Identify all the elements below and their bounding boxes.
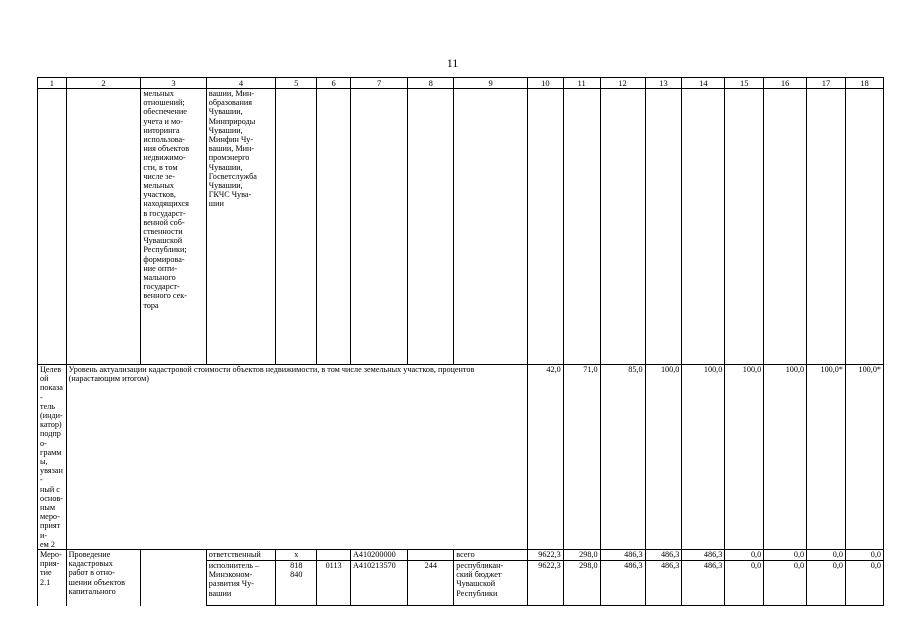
empty-cell xyxy=(454,89,528,365)
amount-cell: 486,3 xyxy=(682,561,725,606)
header-cell: 5 xyxy=(276,78,317,89)
header-cell: 8 xyxy=(408,78,454,89)
empty-cell xyxy=(408,89,454,365)
vr-cell xyxy=(408,550,454,561)
amount-cell: 0,0 xyxy=(807,550,846,561)
empty-cell xyxy=(527,89,563,365)
empty-cell xyxy=(141,550,206,606)
empty-cell xyxy=(682,89,725,365)
header-cell: 15 xyxy=(725,78,764,89)
empty-cell xyxy=(38,89,67,365)
empty-cell xyxy=(807,89,846,365)
amount-cell: 486,3 xyxy=(600,561,645,606)
program-table xyxy=(37,77,884,606)
amount-cell: 298,0 xyxy=(563,561,600,606)
target-value: 42,0 xyxy=(527,365,563,550)
header-cell: 7 xyxy=(350,78,407,89)
amount-cell: 0,0 xyxy=(725,561,764,606)
empty-cell xyxy=(645,89,682,365)
executor-cell: ответственный xyxy=(206,550,276,561)
amount-cell: 9622,3 xyxy=(527,561,563,606)
header-cell: 12 xyxy=(600,78,645,89)
source-cell: республикан- ский бюджет Чувашской Республики xyxy=(454,561,528,606)
source-cell: всего xyxy=(454,550,528,561)
target-value: 100,0 xyxy=(725,365,764,550)
csr-cell: А410213570 xyxy=(350,561,407,606)
grbs-cell: x xyxy=(276,550,317,561)
goals-text: мельных отношений; обеспечение учета и мо- ниторинга использова- ния объектов недвижимо- сти, в том числе зе- мельных участков, находящихся в государст- венной соб- ственности Чувашской Республики; формирова- ние опти- мального государст- венного сек- тора xyxy=(141,89,206,365)
measure-name: Проведение кадастровых работ в отно- шении объектов капитального xyxy=(66,550,141,606)
target-value: 100,0* xyxy=(807,365,846,550)
empty-cell xyxy=(276,89,317,365)
header-cell: 9 xyxy=(454,78,528,89)
grbs-cell: 818 840 xyxy=(276,561,317,606)
header-cell: 10 xyxy=(527,78,563,89)
target-value: 100,0* xyxy=(845,365,883,550)
empty-cell xyxy=(66,89,141,365)
header-cell: 18 xyxy=(845,78,883,89)
amount-cell: 0,0 xyxy=(807,561,846,606)
target-value: 100,0 xyxy=(645,365,682,550)
csr-cell: А410200000 xyxy=(350,550,407,561)
header-cell: 13 xyxy=(645,78,682,89)
header-cell: 1 xyxy=(38,78,67,89)
executors-text: вашии, Мин- образования Чувашии, Минприроды Чувашии, Минфин Чу- вашии, Мин- промэнерго Чувашии, Госветслужба Чувашии, ГКЧС Чува- шии xyxy=(206,89,276,365)
header-cell: 14 xyxy=(682,78,725,89)
target-value: 85,0 xyxy=(600,365,645,550)
amount-cell: 0,0 xyxy=(764,561,807,606)
target-value: 71,0 xyxy=(563,365,600,550)
header-cell: 6 xyxy=(317,78,351,89)
header-row xyxy=(38,78,884,89)
amount-cell: 486,3 xyxy=(682,550,725,561)
vr-cell: 244 xyxy=(408,561,454,606)
header-cell: 4 xyxy=(206,78,276,89)
amount-cell: 298,0 xyxy=(563,550,600,561)
empty-cell xyxy=(350,89,407,365)
header-cell: 2 xyxy=(66,78,141,89)
empty-cell xyxy=(563,89,600,365)
empty-cell xyxy=(764,89,807,365)
amount-cell: 0,0 xyxy=(764,550,807,561)
header-cell: 17 xyxy=(807,78,846,89)
amount-cell: 0,0 xyxy=(845,561,883,606)
empty-cell xyxy=(317,89,351,365)
empty-cell xyxy=(600,89,645,365)
rzpr-cell: 0113 xyxy=(317,561,351,606)
executor-cell: исполнитель – Минэконом- развития Чу- вашии xyxy=(206,561,276,606)
header-cell: 11 xyxy=(563,78,600,89)
target-indicator-row xyxy=(38,365,884,550)
measure-row-total xyxy=(38,550,884,561)
measure-label: Меро- прия- тие 2.1 xyxy=(38,550,67,606)
continuation-row xyxy=(38,89,884,365)
empty-cell xyxy=(725,89,764,365)
target-value: 100,0 xyxy=(764,365,807,550)
empty-cell xyxy=(845,89,883,365)
target-value: 100,0 xyxy=(682,365,725,550)
amount-cell: 486,3 xyxy=(645,550,682,561)
amount-cell: 486,3 xyxy=(600,550,645,561)
target-label: Целевой показа- тель (инди- катор) подпро- граммы, увязан- ный с основ- ным меро- прияти- ем 2 xyxy=(38,365,67,550)
header-cell: 16 xyxy=(764,78,807,89)
amount-cell: 0,0 xyxy=(845,550,883,561)
target-description: Уровень актуализации кадастровой стоимости объектов недвижимости, в том числе земельных участков, процентов (нарастающим итогом) xyxy=(66,365,527,550)
amount-cell: 0,0 xyxy=(725,550,764,561)
amount-cell: 9622,3 xyxy=(527,550,563,561)
page-number: 11 xyxy=(446,56,459,70)
rzpr-cell xyxy=(317,550,351,561)
amount-cell: 486,3 xyxy=(645,561,682,606)
header-cell: 3 xyxy=(141,78,206,89)
